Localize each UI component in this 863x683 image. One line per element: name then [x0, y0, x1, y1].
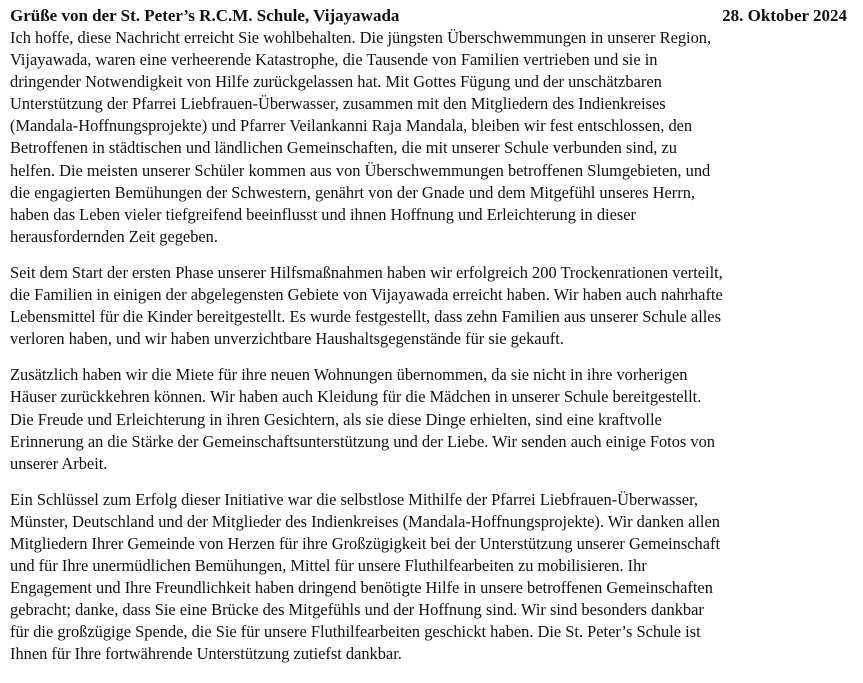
text-line: Mitgliedern Ihrer Gemeinde von Herzen für ihre Großzügigkeit bei der Unterstützung unserer Gemeinschaft: [10, 533, 720, 553]
text-line: für die großzügige Spende, die Sie für unsere Fluthilfearbeiten geschickt haben. Die St. Peter’s Schule ist: [10, 622, 701, 642]
text-line: die Familien in einigen der abgelegensten Gebiete von Vijayawada erreicht haben. Wir haben auch nahrhafte: [10, 285, 723, 305]
text-line: Lebensmittel für die Kinder bereitgestellt. Es wurde festgestellt, dass zehn Familien aus unserer Schule alles: [10, 307, 721, 327]
text-line: verloren haben, und wir haben unverzichtbare Haushaltsgegenstände für sie gekauft.: [10, 329, 564, 349]
paragraph-2: [10, 262, 847, 350]
paragraph-4: [10, 489, 847, 666]
letter-header: [10, 5, 847, 27]
text-line: und für Ihre unermüdlichen Bemühungen, Mittel für unsere Fluthilfearbeiten zu mobilisieren. Ihr: [10, 556, 647, 576]
text-line: Ein Schlüssel zum Erfolg dieser Initiative war die selbstlose Mithilfe der Pfarrei Liebfrauen-Überwasser,: [10, 489, 698, 509]
text-line: Betroffenen in städtischen und ländlichen Gemeinschaften, die mit unserer Schule verbunden sind, zu: [10, 138, 677, 158]
text-line: Ihnen für Ihre fortwährende Unterstützung zutiefst dankbar.: [10, 644, 402, 664]
text-line: Häuser zurückkehren können. Wir haben auch Kleidung für die Mädchen in unserer Schule bereitgestellt.: [10, 387, 702, 407]
paragraph-spacer: [10, 248, 847, 262]
text-line: Engagement und Ihre Freundlichkeit haben dringend benötigte Hilfe in unsere betroffenen Gemeinschaften: [10, 578, 713, 598]
letter-date: 28. Oktober 2024: [722, 6, 847, 25]
text-line: helfen. Die meisten unserer Schüler kommen aus von Überschwemmungen betroffenen Slumgebieten, und: [10, 160, 711, 180]
paragraph-1: [10, 27, 847, 248]
text-line: Erinnerung an die Stärke der Gemeinschaftsunterstützung und der Liebe. Wir senden auch einige Fotos von: [10, 431, 715, 451]
text-line: Zusätzlich haben wir die Miete für ihre neuen Wohnungen übernommen, da sie nicht in ihre vorherigen: [10, 365, 688, 385]
text-line: Ich hoffe, diese Nachricht erreicht Sie wohlbehalten. Die jüngsten Überschwemmungen in unserer Region,: [10, 28, 712, 47]
text-line: Die Freude und Erleichterung in ihren Gesichtern, als sie diese Dinge erhielten, sind eine kraftvolle: [10, 409, 662, 429]
text-line: Vijayawada, waren eine verheerende Katastrophe, die Tausende von Familien vertrieben und sie in: [10, 50, 658, 70]
paragraph-spacer: [10, 350, 847, 364]
text-line: haben das Leben vieler tiefgreifend beeinflusst und ihnen Hoffnung und Erleichterung in dieser: [10, 204, 636, 224]
text-line: Seit dem Start der ersten Phase unserer Hilfsmaßnahmen haben wir erfolgreich 200 Trockenrationen verteilt,: [10, 262, 723, 282]
letter-title: Grüße von der St. Peter’s R.C.M. Schule, Vijayawada: [10, 6, 400, 25]
text-line: herausfordernden Zeit gegeben.: [10, 226, 218, 246]
text-line: (Mandala-Hoffnungsprojekte) und Pfarrer Veilankanni Raja Mandala, bleiben wir fest entschlossen, den: [10, 116, 693, 136]
text-line: Münster, Deutschland und der Mitglieder des Indienkreises (Mandala-Hoffnungsprojekte). Wir danken allen: [10, 511, 720, 531]
paragraph-spacer: [10, 475, 847, 489]
text-line: unserer Arbeit.: [10, 453, 108, 473]
text-line: dringender Notwendigkeit von Hilfe zurückgelassen hat. Mit Gottes Fügung und der unschätzbaren: [10, 72, 662, 92]
text-line: die engagierten Bemühungen der Schwestern, genährt von der Gnade und dem Mitgefühl unseres Herrn,: [10, 182, 696, 202]
text-line: Unterstützung der Pfarrei Liebfrauen-Überwasser, zusammen mit den Mitgliedern des Indienkreises: [10, 94, 666, 114]
paragraph-3: [10, 364, 847, 474]
text-line: gebracht; danke, dass Sie eine Brücke des Mitgefühls und der Hoffnung sind. Wir sind besonders dankbar: [10, 600, 704, 620]
